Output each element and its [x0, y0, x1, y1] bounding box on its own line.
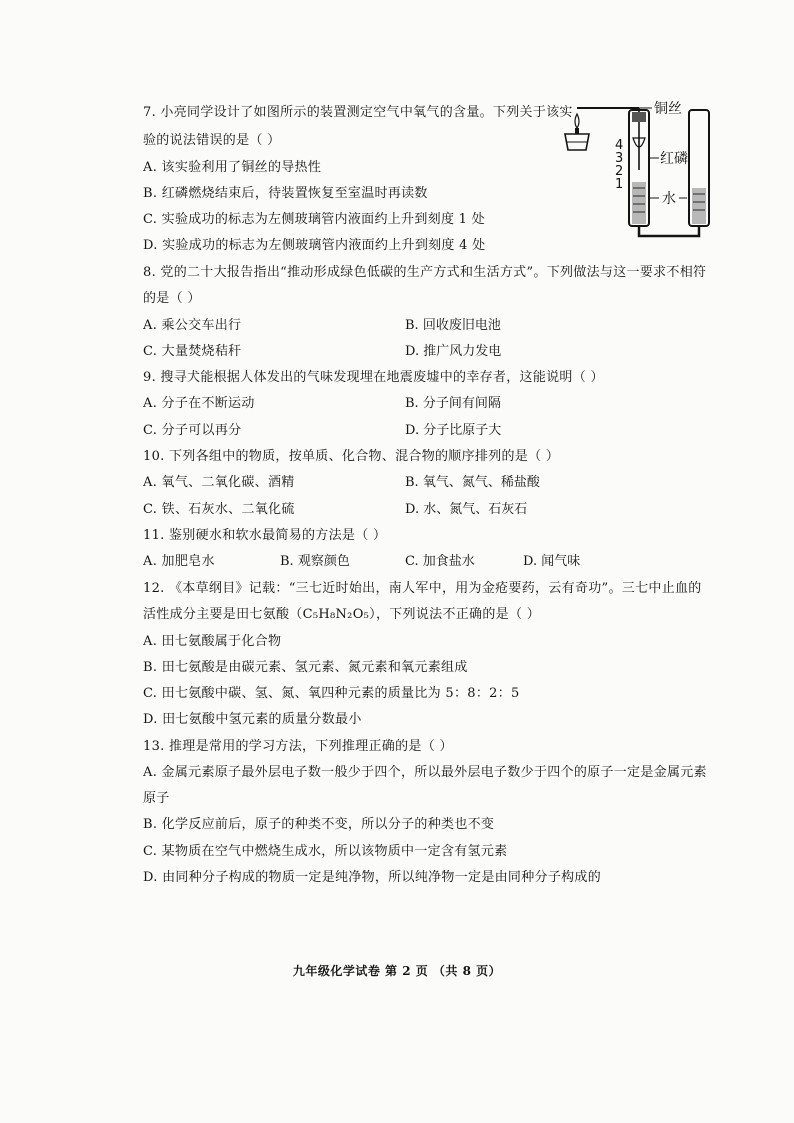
q9-stem: 9. 搜寻犬能根据人体发出的气味发现埋在地震废墟中的幸存者，这能说明（ ） [143, 370, 604, 385]
q7-option-b: B. 红磷燃烧结束后，待装置恢复至室温时再读数 [143, 186, 428, 201]
right-glass-tube [689, 110, 709, 226]
q10-option-d: D. 水、氮气、石灰石 [405, 502, 528, 517]
q10-option-a: A. 氧气、二氧化碳、酒精 [143, 475, 295, 490]
q8-option-c: C. 大量焚烧秸秆 [143, 344, 242, 359]
q9-option-d: D. 分子比原子大 [405, 423, 502, 438]
q8-option-b: B. 回收废旧电池 [405, 318, 501, 333]
q9-option-b: B. 分子间有间隔 [405, 396, 501, 411]
q13-option-c: C. 某物质在空气中燃烧生成水，所以该物质中一定含有氢元素 [143, 844, 508, 859]
q7-option-d: D. 实验成功的标志为左侧玻璃管内液面约上升到刻度 4 处 [143, 238, 486, 253]
q11-stem: 11. 鉴别硬水和软水最简易的方法是（ ） [143, 528, 387, 543]
q10-stem: 10. 下列各组中的物质，按单质、化合物、混合物的顺序排列的是（ ） [143, 449, 560, 464]
q13-option-a-line2: 原子 [143, 791, 170, 806]
q12-option-a: A. 田七氨酸属于化合物 [143, 634, 282, 649]
q11-option-d: D. 闻气味 [523, 554, 581, 569]
q12-stem-line1: 12. 《本草纲目》记载：“三七近时始出，南人军中，用为金疮要药，云有奇功”。三七中止血的 [143, 581, 702, 596]
scale-mark-4: 4 [615, 138, 624, 153]
q8-option-d: D. 推广风力发电 [405, 344, 502, 359]
page-footer: 九年级化学试卷 第 2 页 （共 8 页） [292, 964, 502, 978]
scale-mark-1: 1 [615, 177, 624, 192]
q8-option-a: A. 乘公交车出行 [143, 318, 242, 333]
q11-option-a: A. 加肥皂水 [143, 554, 215, 569]
label-red-phosphorus: 红磷 [660, 151, 688, 167]
q13-option-b: B. 化学反应前后，原子的种类不变，所以分子的种类也不变 [143, 817, 495, 832]
q7-option-a: A. 该实验利用了铜丝的导热性 [143, 160, 322, 175]
scale-mark-2: 2 [615, 164, 624, 179]
q12-option-b: B. 田七氨酸是由碳元素、氢元素、氮元素和氧元素组成 [143, 660, 468, 675]
label-copper-wire: 铜丝 [654, 101, 682, 117]
q7-option-c: C. 实验成功的标志为左侧玻璃管内液面约上升到刻度 1 处 [143, 212, 485, 227]
q10-option-c: C. 铁、石灰水、二氧化硫 [143, 502, 295, 517]
oxygen-apparatus-figure [555, 98, 735, 248]
q13-stem: 13. 推理是常用的学习方法，下列推理正确的是（ ） [143, 739, 453, 754]
q13-option-a-line1: A. 金属元素原子最外层电子数一般少于四个，所以最外层电子数少于四个的原子一定是金属元素 [143, 765, 707, 780]
q12-stem-line2: 活性成分主要是田七氨酸（C₅H₈N₂O₅），下列说法不正确的是（ ） [143, 607, 540, 622]
q9-option-c: C. 分子可以再分 [143, 423, 242, 438]
q7-stem-line1: 7. 小亮同学设计了如图所示的装置测定空气中氧气的含量。下列关于该实 [143, 105, 573, 120]
q12-option-c: C. 田七氨酸中碳、氢、氮、氧四种元素的质量比为 5：8：2：5 [143, 686, 520, 701]
q10-option-b: B. 氧气、氮气、稀盐酸 [405, 475, 540, 490]
q7-stem-line2: 验的说法错误的是（ ） [143, 133, 281, 148]
q8-stem-line2: 的是（ ） [143, 291, 201, 306]
q9-option-a: A. 分子在不断运动 [143, 396, 255, 411]
q13-option-d: D. 由同种分子构成的物质一定是纯净物，所以纯净物一定是由同种分子构成的 [143, 870, 602, 885]
alcohol-lamp-icon [565, 114, 589, 150]
label-water: 水 [662, 191, 676, 207]
q8-stem-line1: 8. 党的二十大报告指出“推动形成绿色低碳的生产方式和生活方式”。下列做法与这一要求不相符 [143, 265, 707, 280]
scale-mark-3: 3 [615, 151, 624, 166]
q12-option-d: D. 田七氨酸中氢元素的质量分数最小 [143, 712, 362, 727]
connecting-tube [639, 226, 699, 236]
q11-option-c: C. 加食盐水 [405, 554, 475, 569]
q11-option-b: B. 观察颜色 [280, 554, 350, 569]
